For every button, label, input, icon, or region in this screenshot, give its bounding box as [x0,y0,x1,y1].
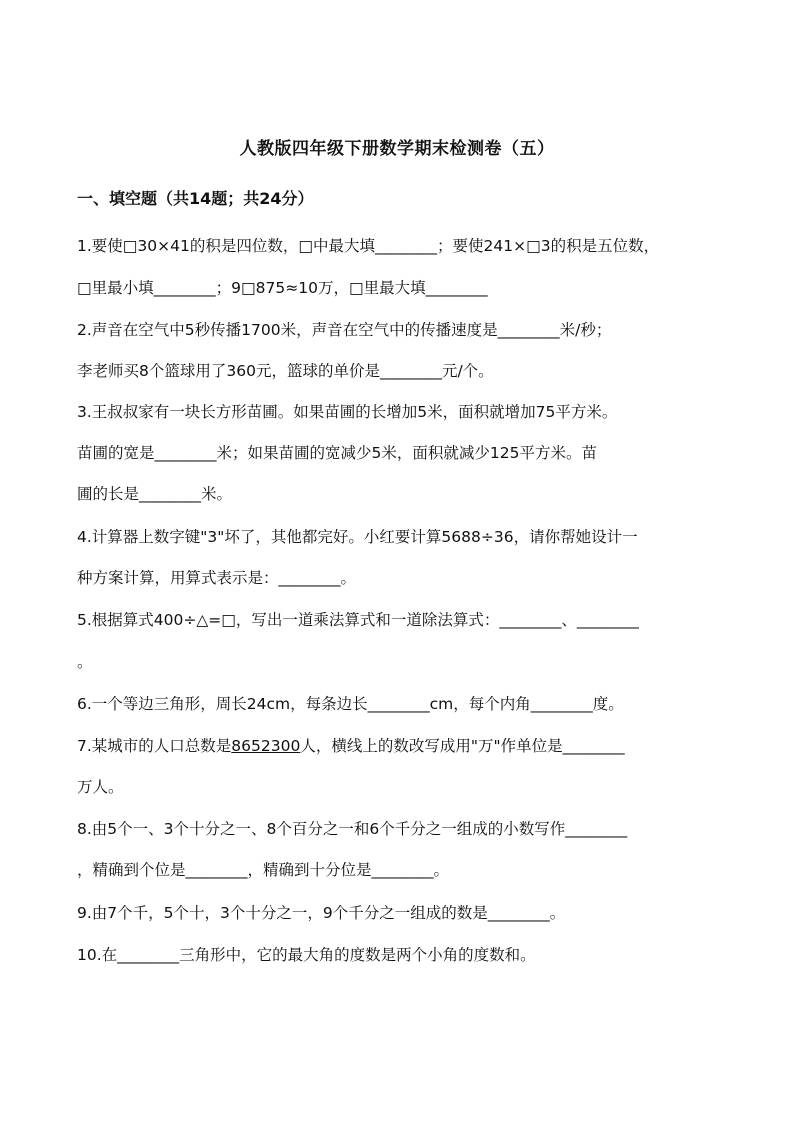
question-3-line-3: 圃的长是________米。 [77,485,233,503]
question-8-line-2: ，精确到个位是________，精确到十分位是________。 [77,861,450,879]
question-7-prefix: 7.某城市的人口总数是 [77,737,232,755]
question-5-line-2: 。 [77,653,93,671]
question-7-line-2: 万人。 [77,778,124,796]
question-3-line-1: 3.王叔叔家有一块长方形苗圃。如果苗圃的长增加5米，面积就增加75平方米。 [77,403,618,421]
question-2-line-2: 李老师买8个篮球用了360元，篮球的单价是________元/个。 [77,362,494,380]
question-10-line: 10.在________三角形中，它的最大角的度数是两个小角的度数和。 [77,946,536,964]
question-3-line-2: 苗圃的宽是________米；如果苗圃的宽减少5米，面积就减少125平方米。苗 [77,444,597,462]
question-4-line-1: 4.计算器上数字键"3"坏了，其他都完好。小红要计算5688÷36，请你帮她设计一 [77,528,638,546]
question-5-line-1: 5.根据算式400÷△=□，写出一道乘法算式和一道除法算式：________、________ [77,611,639,629]
section-heading: 一、填空题（共14题；共24分） [77,189,314,208]
question-1-line-1: 1.要使□30×41的积是四位数，□中最大填________；要使241×□3的积是五位数， [77,237,660,255]
question-7-suffix: 人，横线上的数改写成用"万"作单位是________ [300,737,625,755]
question-8-line-1: 8.由5个一、3个十分之一、8个百分之一和6个千分之一组成的小数写作________ [77,820,628,838]
question-7-line-1 [77,736,625,756]
population-number: 8652300 [231,737,301,755]
question-9-line: 9.由7个千，5个十，3个十分之一，9个千分之一组成的数是________。 [77,904,566,922]
page-title: 人教版四年级下册数学期末检测卷（五） [239,139,555,159]
question-1-line-2: □里最小填________；9□875≈10万，□里最大填________ [77,279,488,297]
question-6-line: 6.一个等边三角形，周长24cm，每条边长________cm，每个内角________度。 [77,695,624,713]
question-4-line-2: 种方案计算，用算式表示是：________。 [77,569,357,587]
question-2-line-1: 2.声音在空气中5秒传播1700米，声音在空气中的传播速度是________米/秒； [77,321,612,339]
